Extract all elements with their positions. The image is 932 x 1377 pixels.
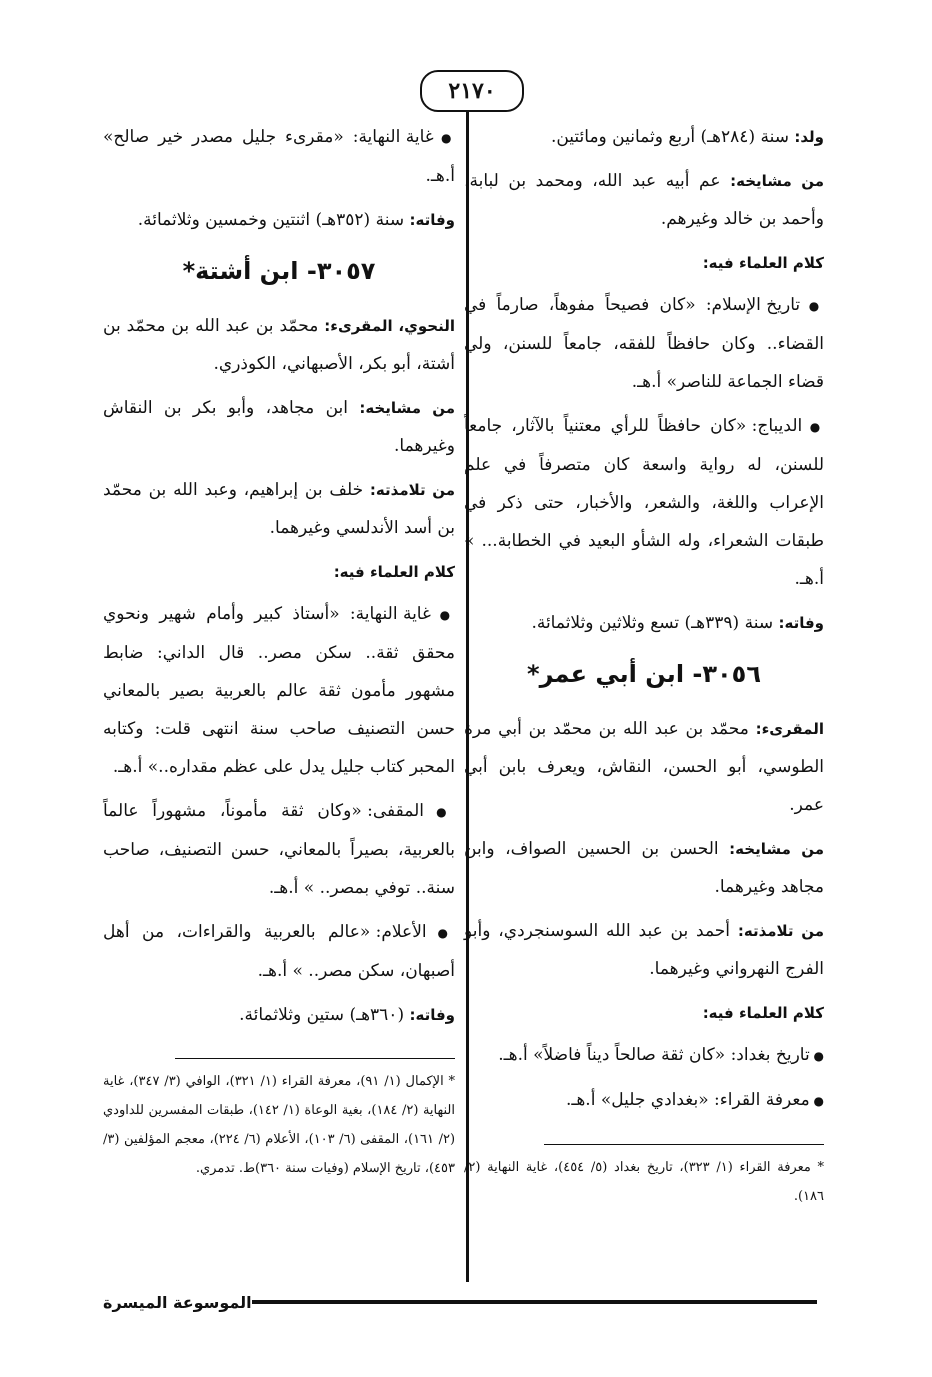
left-column (103, 118, 455, 1183)
entry-teachers-text: الحسن بن الحسين الصواف، وابن مجاهد وغيرهما. (464, 839, 824, 897)
entry-role-text: محمّد بن عبد الله بن محمّد بن أبي مرة الطوسي، أبو الحسن، النقاش، ويعرف بابن أبي عمر. (464, 719, 824, 815)
entry-students-text-left: خلف بن إبراهيم، وعبد الله بن محمّد بن أسد الأندلسي وغيرهما. (103, 480, 455, 538)
entry-role-label: المقرىء: (755, 720, 824, 738)
death-text-left: سنة (٣٥٢هـ) اثنتين وخمسين وثلاثمائة. (137, 210, 405, 230)
birth-line (464, 118, 824, 156)
quote-alam: ● الأعلام: «عالم بالعربية والقراءات، من أهل أصبهان، سكن مصر.. » أ.هـ. (103, 913, 455, 990)
death-label: وفاته: (778, 614, 824, 632)
quote-ghayat-nihaya-2: ● غاية النهاية: «أستاذ كبير وأمام شهير ونحوي محقق ثقة.. سكن مصر.. قال الداني: ضابط مشهور مأمون ثقة عالم بالعربية بصير بالمعاني حسن التصنيف صاحب سنة انتهى قلت: وكتابه المحبر كتاب جليل يدل على عظم مقداره..» أ.هـ. (103, 595, 455, 786)
quote-tarikh-baghdad: ● تاريخ بغداد: «كان ثقة صالحاً ديناً فاضلاً» أ.هـ. (464, 1036, 824, 1075)
page-footer (103, 1292, 823, 1312)
entry-role-line-left (103, 307, 455, 383)
entry-students-label: من تلامذته: (737, 922, 824, 940)
footer-title: الموسوعة الميسرة (103, 1292, 252, 1312)
entry-students-text: أحمد بن عبد الله السوسنجردي، وأبو الفرج النهرواني وغيرهما. (464, 921, 824, 979)
entry-students-label-left: من تلامذته: (369, 481, 456, 499)
entry-teachers-label-left: من مشايخه: (359, 399, 456, 417)
entry-title-3056: ٣٠٥٦- ابن أبي عمر* (527, 660, 761, 688)
teachers-label: من مشايخه: (730, 172, 824, 190)
quote-dibaj: ● الديباج: «كان حافظاً للرأي معتنياً بالآثار، جامعاً للسنن، له رواية واسعة كان متصرفاً في علم الإعراب واللغة، والشعر، والأخبار، حتى ذكر في طبقات الشعراء، وله الشأو البعيد في الخطابة... » أ.هـ. (464, 407, 824, 598)
entry-role-line (464, 710, 824, 824)
footnote-left: * الإكمال (١/ ٩١)، معرفة القراء (١/ ٣٢١)، الوافي (٣/ ٣٤٧)، غاية النهاية (٢/ ١٨٤)، بغية الوعاة (١/ ١٤٢)، طبقات المفسرين للداودي (٢/ ١٦١)، المقفى (٦/ ١٠٣)، الأعلام (٦/ ٢٢٤)، معجم المؤلفين (٣/ ٤٥٣)، تاريخ الإسلام (وفيات سنة ٣٦٠)ط. تدمري. (103, 1074, 456, 1176)
entry-role-label-left: النحوي، المقرىء: (324, 317, 455, 335)
footnote-right: * معرفة القراء (١/ ٣٢٣)، تاريخ بغداد (٥/ ٤٥٤)، غاية النهاية (٢/ ١٨٦). (464, 1160, 825, 1204)
entry-teachers-line-left (103, 389, 455, 465)
quote-marifat-qurra: ● معرفة القراء: «بغدادي جليل» أ.هـ. (464, 1081, 824, 1120)
quote-ghayat-nihaya: ● غاية النهاية: «مقرىء جليل مصدر خير صالح» أ.هـ. (103, 118, 455, 195)
footnote-rule-left (175, 1058, 455, 1059)
entry-teachers-label: من مشايخه: (729, 840, 825, 858)
entry-scholars-heading-left: كلام العلماء فيه: (333, 563, 455, 581)
right-column (464, 118, 824, 1211)
entry-students-line-left (103, 471, 455, 547)
footer-rule (252, 1300, 817, 1304)
page-number: ٢١٧٠ (420, 70, 524, 112)
scholars-heading: كلام العلماء فيه: (702, 254, 824, 272)
entry-scholars-heading: كلام العلماء فيه: (702, 1004, 824, 1022)
quote-tarikh-islam: ● تاريخ الإسلام: «كان فصيحاً مفوهاً، صارماً في القضاء.. وكان حافظاً للفقه، جامعاً للسنن، ولي قضاء الجماعة للناصر» أ.هـ. (464, 286, 824, 401)
death-line (464, 604, 824, 642)
entry-teachers-text-left: ابن مجاهد، وأبو بكر بن النقاش وغيرهما. (103, 398, 455, 456)
footnote-rule (544, 1144, 824, 1145)
entry-title-3057: ٣٠٥٧- ابن أشتة* (182, 257, 376, 285)
entry-death-line-left (103, 996, 455, 1034)
teachers-text: عم أبيه عبد الله، ومحمد بن لبابة، وأحمد بن خالد وغيرهم. (464, 171, 824, 229)
death-text: سنة (٣٣٩هـ) تسع وثلاثين وثلاثمائة. (531, 613, 774, 633)
birth-text: سنة (٢٨٤هـ) أربع وثمانين ومائتين. (550, 127, 789, 147)
teachers-line (464, 162, 824, 238)
entry-death-label-left: وفاته: (409, 1006, 455, 1024)
death-line-left (103, 201, 455, 239)
entry-death-text-left: (٣٦٠هـ) ستين وثلاثمائة. (239, 1005, 405, 1025)
entry-teachers-line (464, 830, 824, 906)
quote-muqaffa: ● المقفى: «وكان ثقة مأموناً، مشهوراً عالماً بالعربية، بصيراً بالمعاني، حسن التصنيف، صاحب سنة.. توفي بمصر.. » أ.هـ. (103, 792, 455, 907)
entry-students-line (464, 912, 824, 988)
entry-role-text-left: محمّد بن عبد الله بن محمّد بن أشتة، أبو بكر، الأصبهاني، الكوذري. (103, 316, 455, 374)
birth-label: ولد: (794, 128, 824, 146)
death-label-left: وفاته: (409, 211, 455, 229)
